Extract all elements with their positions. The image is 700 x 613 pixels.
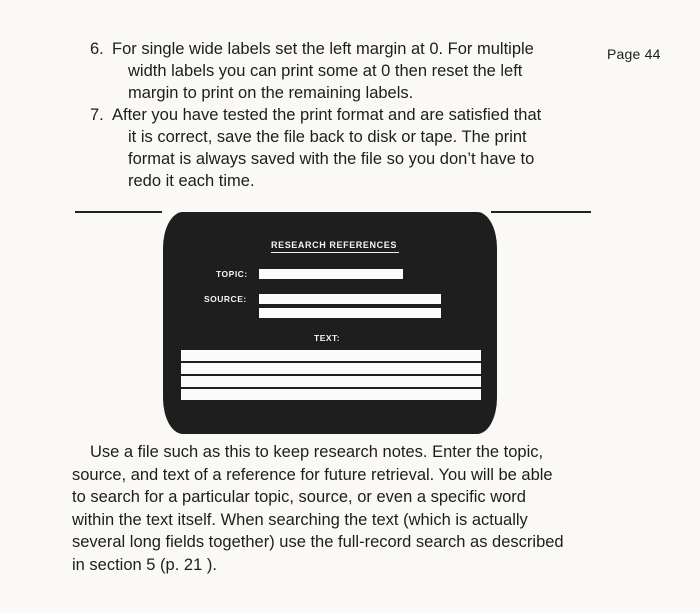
instruction-step-6: [90, 38, 595, 104]
paragraph-line: several long fields together) use the full-record search as described: [72, 533, 564, 551]
topic-field: [259, 269, 403, 279]
step-line: After you have tested the print format and are satisfied that: [112, 106, 542, 124]
paragraph-line: within the text itself. When searching the text (which is actually: [72, 510, 528, 529]
divider-left: [75, 211, 162, 213]
step-line: margin to print on the remaining labels.: [128, 84, 414, 102]
description-paragraph: [72, 441, 602, 576]
page-number: Page 44: [607, 46, 661, 62]
paragraph-line: source, and text of a reference for future retrieval. You will be able: [72, 465, 553, 484]
paragraph-line: to search for a particular topic, source, or even a specific word: [72, 488, 526, 506]
step-number: 7.: [90, 106, 104, 124]
terminal-screen-illustration: [163, 212, 497, 434]
step-line: it is correct, save the file back to disk or tape. The print: [128, 128, 527, 146]
step-text: [112, 38, 595, 104]
source-field-line-2: [259, 308, 441, 318]
divider-right: [491, 211, 591, 213]
step-number: 6.: [90, 40, 104, 58]
step-line: width labels you can print some at 0 then reset the left: [128, 62, 523, 80]
step-line: format is always saved with the file so you don’t have to: [128, 150, 535, 168]
text-field-line-3: [181, 376, 481, 387]
source-label: SOURCE:: [204, 294, 247, 304]
paragraph-line: Use a file such as this to keep research notes. Enter the topic,: [90, 443, 544, 461]
paragraph-line: in section 5 (p. 21 ).: [72, 555, 217, 574]
text-label: TEXT:: [314, 333, 341, 343]
text-field-line-4: [181, 389, 481, 400]
step-text: [112, 104, 595, 192]
topic-label: TOPIC:: [216, 269, 248, 279]
source-field-line-1: [259, 294, 441, 304]
step-line: For single wide labels set the left margin at 0. For multiple: [112, 40, 534, 58]
text-field-line-1: [181, 350, 481, 361]
instruction-list: [90, 38, 595, 192]
screen-title: RESEARCH REFERENCES: [271, 240, 399, 253]
text-field-line-2: [181, 363, 481, 374]
instruction-step-7: [90, 104, 595, 192]
step-line: redo it each time.: [128, 172, 255, 190]
